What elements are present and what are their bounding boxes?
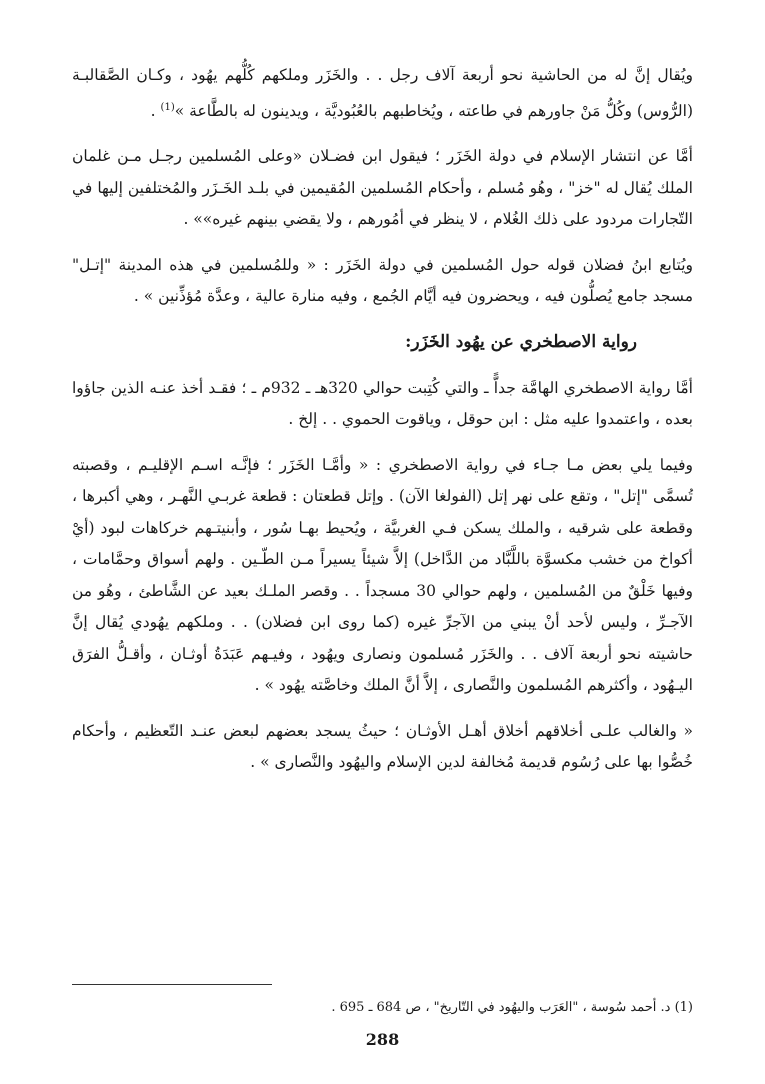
footnote: (1) د. أحمد سُوسة ، "العَرَب واليهُود في التّاريخ" ، ص 684 ـ 695 .	[331, 1000, 693, 1015]
paragraph-1	[72, 60, 693, 127]
paragraph-1-tail: .	[150, 101, 156, 120]
paragraph-5: وفيما يلي بعض مـا جـاء في رواية الاصطخري : « وأمَّـا الخَزَر ؛ فإنَّـه اسـم الإقليـم ، وقصبته تُسمَّى "إتل" ، وتقع على نهر إتل (الفولغا الآن) . وإتل قطعتان : قطعة غربـي النَّهـر ، وهي أكبرها ، وقطعة على شرقيه ، والملك يسكن فـي الغربيَّة ، ويُحيط بهـا سُور ، وأبنيتـهم خركاهات لبود (أيْ أكواخ من خشب مكسوَّة باللَّبَّاد من الدَّاخل) إلاَّ شيئاً يسيراً مـن الطّـين . ولهم أسواق وحمَّامات ، وفيها خَلْقٌ من المُسلمين ، ولهم حوالي 30 مسجداً . . وقصر الملـك بعيد عن الشَّاطئ ، وهُو من الآجـرِّ ، وليس لأحد أنْ يبني من الآجرِّ غيره (كما روى ابن فضلان) . . وملكهم يهُودي يُقال إنَّ حاشيته نحو أربعة آلاف . . والخَزَر مُسلمون ونصارى ويهُود ، وفيـهم عَبَدَةُ أوثـان ، وأقـلُّ الفرَق اليـهُود ، وأكثرهم المُسلمون والنَّصارى ، إلاَّ أنَّ الملك وخاصَّته يهُود » .	[72, 455, 694, 695]
footnote-reference: (1)	[160, 101, 175, 113]
footnote-divider	[72, 984, 272, 985]
section-heading: رواية الاصطخري عن يهُود الخَزَر:	[405, 331, 637, 352]
paragraph-6: « والغالب علـى أخلاقهم أخلاق أهـل الأوثـان ؛ حيثُ يسجد بعضهم لبعض عنـد التّعظيم ، وأحكام خُصُّوا بها على رُسُوم قديمة مُخالفة لدين الإسلام واليهُود والنَّصارى » .	[72, 721, 693, 772]
paragraph-2: أمَّا عن انتشار الإسلام في دولة الخَزَر ؛ فيقول ابن فضـلان «وعلى المُسلمين رجـل مـن غلمان الملك يُقال له "خز" ، وهُو مُسلم ، وأحكام المُسلمين المُقيمين في بلـد الخَـزَر والمُختلفين إليها في التّجارات مردود على ذلك الغُلام ، لا ينظر في أمُورهم ، ولا يقضي بينهم غيره»» .	[72, 147, 693, 229]
paragraph-4: أمَّا رواية الاصطخري الهامَّة جداًّ ـ والتي كُتِبت حوالي 320هـ ـ 932م ـ ؛ فقـد أخذ عنـه الذين جاؤوا بعده ، واعتمدوا عليه مثل : ابن حوقل ، وياقوت الحموي . . إلخ .	[72, 378, 693, 429]
paragraph-1-text: ويُقال إنَّ له من الحاشية نحو أربعة آلاف رجل . . والخَزَر وملكهم كُلُّهم يهُود ، وكـان الصَّقالبـة (الرُّوس) وكُلُّ مَنْ جاورهم في طاعته ، ويُخاطبهم بالعُبُوديَّة ، ويدينون له بالطَّاعة »	[72, 66, 693, 120]
page-number: 288	[365, 1030, 400, 1049]
paragraph-3: ويُتابع ابنُ فضلان قوله حول المُسلمين في دولة الخَزَر : « وللمُسلمين في هذه المدينة "إتـل" مسجد جامع يُصلُّون فيه ، ويحضرون فيه أيَّام الجُمع ، وفيه منارة عالية ، وعدَّة مُؤذِّنين » .	[72, 255, 693, 306]
